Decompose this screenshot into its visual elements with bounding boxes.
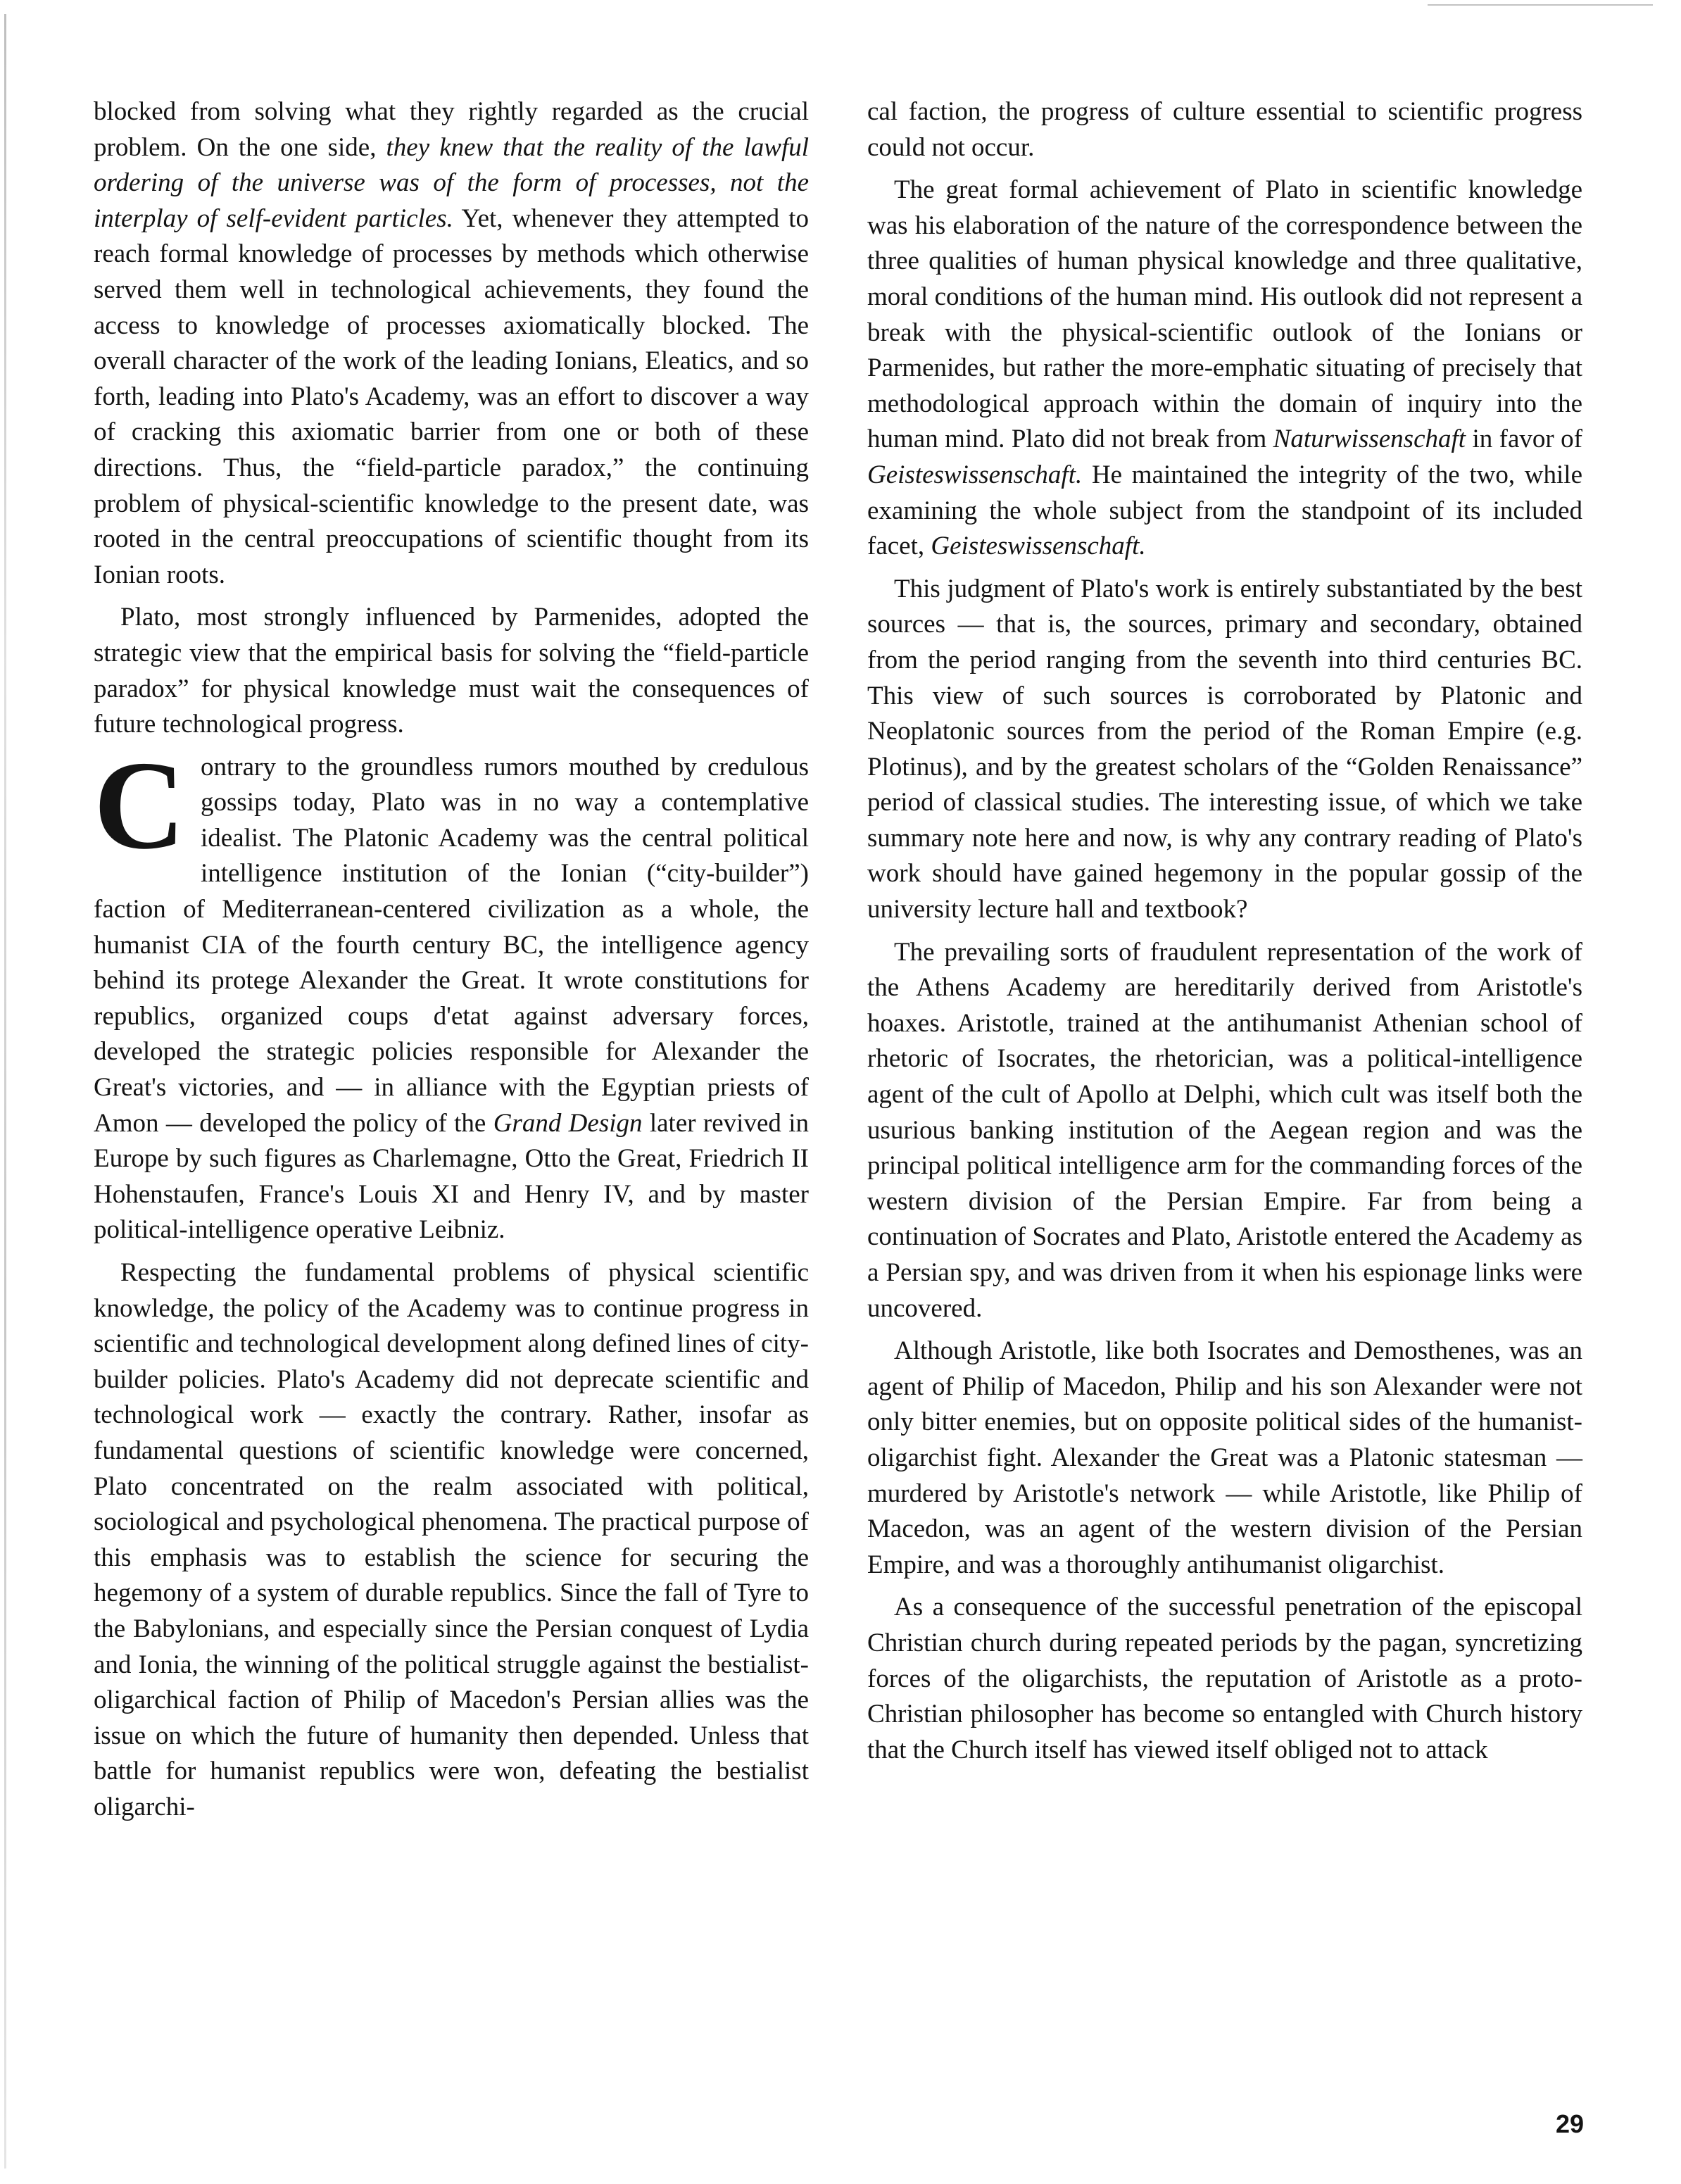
paragraph: As a consequence of the successful penetration of the episcopal Christian church during repeated periods by the pagan, syncretizing forces of the oligarchists, the reputation of Aristotle as a proto-Christian philosopher has become so entangled with Church history that the Church itself has viewed itself obliged not to attack	[867, 1593, 1582, 1764]
scan-edge-top	[1428, 4, 1653, 6]
paragraph: Respecting the fundamental problems of physical scientific knowledge, the policy of the Academy was to continue progress in scientific and technological development along defined lines of city-builder policies. Plato's Academy did not deprecate scientific and technological work — exactly the contrary. Rather, insofar as fundamental questions of scientific knowledge were concerned, Plato concentrated on the realm associated with political, sociological and psychological phenomena. The practical purpose of this emphasis was to establish the science for securing the hegemony of a system of durable republics. Since the fall of Tyre to the Babylonians, and especially since the Persian conquest of Lydia and Ionia, the winning of the political struggle against the bestialist-oligarchical faction of Philip of Macedon's Persian allies was the issue on which the future of humanity then depended. Unless that battle for humanist republics were won, defeating the bestialist oligarchi-	[94, 1258, 809, 1821]
page-number: 29	[1555, 2109, 1584, 2138]
paragraph: This judgment of Plato's work is entirely substantiated by the best sources — that is, the sources, primary and secondary, obtained from the period ranging from the seventh into third centuries BC. This view of such sources is corroborated by Platonic and Neoplatonic sources from the period of the Roman Empire (e.g. Plotinus), and by the greatest scholars of the “Golden Renaissance” period of classical studies. The interesting issue, of which we take summary note here and now, is why any contrary reading of Plato's work should have gained hegemony in the popular gossip of the university lecture hall and textbook?	[867, 574, 1582, 924]
text-run: later revived in Europe by such figures as Charlemagne, Otto the Great, Friedrich II Hohenstaufen, France's Louis XI and Henry IV, and by master political-intelligence operative Leibniz.	[94, 1108, 809, 1245]
italic-text: Naturwissenschaft	[1273, 425, 1466, 454]
scan-edge-left	[4, 14, 6, 2169]
paragraph: The prevailing sorts of fraudulent representation of the work of the Athens Academy are hereditarily derived from Aristotle's hoaxes. Aristotle, trained at the antihumanist Athenian school of rhetoric of Isocrates, the rhetorician, was a political-intelligence agent of the cult of Apollo at Delphi, which cult was itself both the usurious banking institution of the Aegean region and was the principal political intelligence arm for the commanding forces of the western division of the Persian Empire. Far from being a continuation of Socrates and Plato, Aristotle entered the Academy as a Persian spy, and was driven from it when his espionage links were uncovered.	[867, 937, 1582, 1323]
left-column	[94, 94, 809, 1833]
text-run: He maintained the integrity of the two, while examining the whole subject from the standpoint of its included facet,	[867, 460, 1582, 561]
text-run: blocked from solving what they rightly regarded as the crucial problem. On the one side,	[94, 97, 809, 162]
paragraph	[94, 94, 809, 593]
drop-cap: C	[94, 734, 185, 875]
paragraph-with-dropcap	[94, 734, 809, 1248]
paragraph: Although Aristotle, like both Isocrates and Demosthenes, was an agent of Philip of Macedon, Philip and his son Alexander were not only bitter enemies, but on opposite political sides of the humanist-oligarchist fight. Alexander the Great was a Platonic statesman — murdered by Aristotle's network — while Aristotle, like Philip of Macedon, was an agent of the western division of the Persian Empire, and was a thoroughly antihumanist oligarchist.	[867, 1336, 1582, 1579]
paragraph	[867, 172, 1582, 565]
text-run: Yet, whenever they attempted to reach formal knowledge of processes by methods which otherwise served them well in technological achievements, they found the access to knowledge of processes axiomatically blocked. The overall character of the work of the leading Ionians, Eleatics, and so forth, leading into Plato's Academy, was an effort to discover a way of cracking this axiomatic barrier from one or both of these directions. Thus, the “field-particle paradox,” the continuing problem of physical-scientific knowledge to the present date, was rooted in the central preoccupations of scientific thought from its Ionian roots.	[94, 203, 810, 589]
paragraph: Plato, most strongly influenced by Parmenides, adopted the strategic view that the empirical basis for solving the “field-particle paradox” for physical knowledge must wait the consequences of future technological progress.	[94, 603, 809, 739]
italic-text: they knew that the reality of the lawful ordering of the universe was of the form of processes, not the interplay of self-evident particles.	[94, 132, 809, 233]
text-run: The great formal achievement of Plato in scientific knowledge was his elaboration of the nature of the correspondence between the three qualities of human physical knowledge and three qualitative, moral conditions of the human mind. His outlook did not represent a break with the physical-scientific outlook of the Ionians or Parmenides, but rather the more-emphatic situating of precisely that methodological approach within the domain of inquiry into the human mind. Plato did not break from	[867, 175, 1582, 454]
text-run: in favor of	[1466, 425, 1582, 454]
italic-text: Geisteswissenschaft.	[931, 532, 1146, 561]
italic-text: Grand Design	[493, 1108, 643, 1138]
text-run: ontrary to the groundless rumors mouthed by credulous gossips today, Plato was in no way a contemplative idealist. The Platonic Academy was the central political intelligence institution of the Ionian (“city-builder”) faction of Mediterranean-centered civilization as a whole, the humanist CIA of the fourth century BC, the intelligence agency behind its protege Alexander the Great. It wrote constitutions for republics, organized coups d'etat against adversary forces, developed the strategic policies responsible for Alexander the Great's victories, and — in alliance with the Egyptian priests of Amon — developed the policy of the	[94, 752, 809, 1138]
paragraph: cal faction, the progress of culture essential to scientific progress could not occur.	[867, 97, 1582, 162]
italic-text: Geisteswissenschaft.	[867, 460, 1083, 489]
right-column	[867, 94, 1582, 1775]
